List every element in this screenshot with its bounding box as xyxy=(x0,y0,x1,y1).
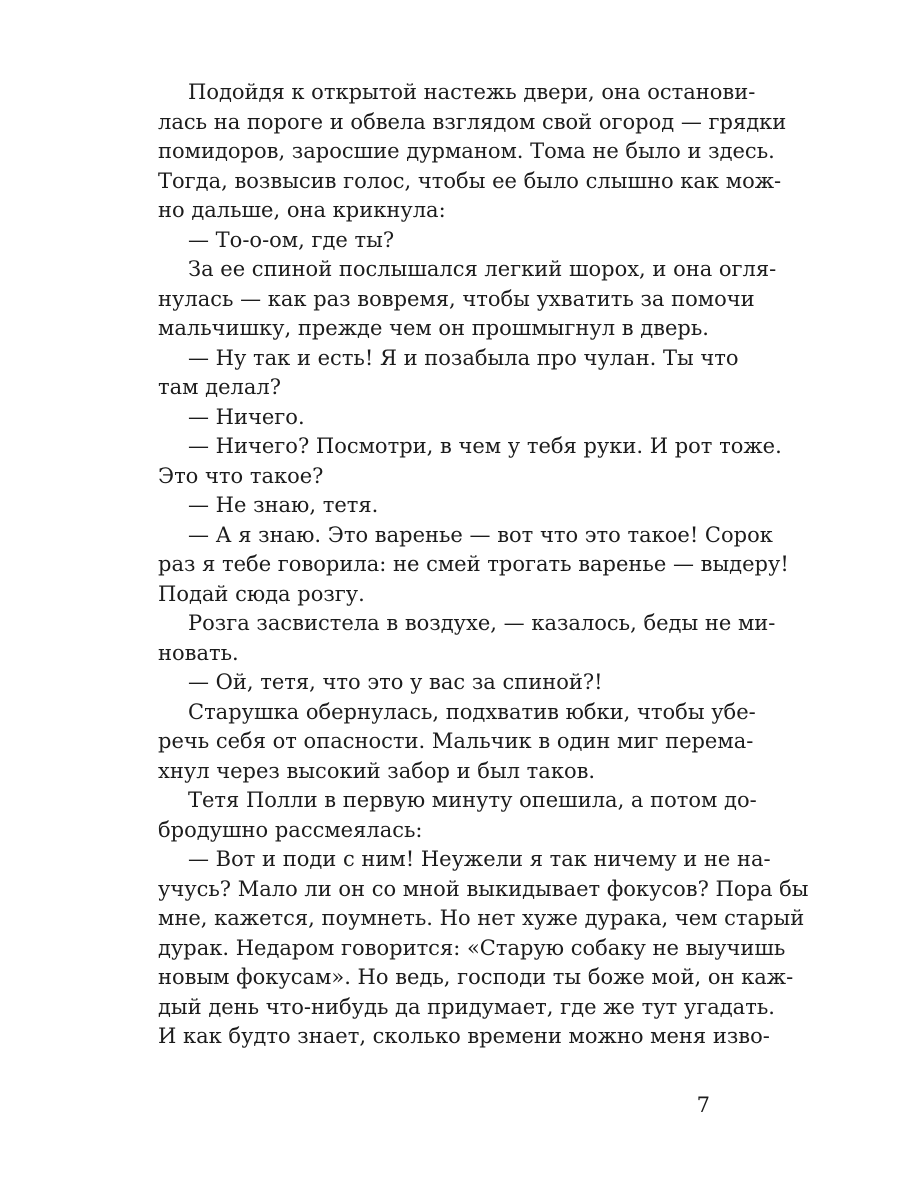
text-line: Розга засвистела в воздухе, — казалось, беды не ми- xyxy=(188,611,776,635)
text-line: новать. xyxy=(158,640,239,665)
text-line: И как будто знает, сколько времени можно меня изво- xyxy=(158,1024,770,1048)
text-line: там делал? xyxy=(158,375,281,399)
text-line: Подойдя к открытой настежь двери, она останови- xyxy=(188,80,756,104)
text-line: Подай сюда розгу. xyxy=(158,581,365,606)
text-line: — То-о-ом, где ты? xyxy=(188,227,395,252)
text-line: Тетя Полли в первую минуту опешила, а потом до- xyxy=(188,788,757,812)
text-line: новым фокусам». Но ведь, господи ты боже мой, он каж- xyxy=(158,965,794,989)
text-line: За ее спиной послышался легкий шорох, и она огля- xyxy=(188,257,777,281)
text-line: учусь? Мало ли он со мной выкидывает фокусов? Пора бы xyxy=(158,876,809,901)
page-text xyxy=(158,78,809,1052)
text-line: но дальше, она крикнула: xyxy=(158,198,446,222)
text-line: Старушка обернулась, подхватив юбки, чтобы убе- xyxy=(188,699,756,724)
text-line: — Ничего. xyxy=(188,404,305,429)
text-line: Это что такое? xyxy=(158,463,324,488)
text-line: помидоров, заросшие дурманом. Тома не было и здесь. xyxy=(158,139,775,163)
page-number: 7 xyxy=(696,1093,710,1117)
text-line: — Ой, тетя, что это у вас за спиной?! xyxy=(188,670,603,694)
text-line: дый день что-нибудь да придумает, где же тут угадать. xyxy=(158,994,775,1019)
text-line: дурак. Недаром говорится: «Старую собаку не выучишь xyxy=(158,935,786,960)
text-line: — Ничего? Посмотри, в чем у тебя руки. И рот тоже. xyxy=(188,434,782,458)
text-line: мне, кажется, поумнеть. Но нет хуже дурака, чем старый xyxy=(158,906,805,930)
text-line: хнул через высокий забор и был таков. xyxy=(158,758,596,783)
text-line: речь себя от опасности. Мальчик в один миг перема- xyxy=(158,729,754,753)
text-line: — Ну так и есть! Я и позабыла про чулан. Ты что xyxy=(188,345,739,370)
text-line: — А я знаю. Это варенье — вот что это такое! Сорок xyxy=(188,522,773,547)
text-line: нулась — как раз вовремя, чтобы ухватить за помочи xyxy=(158,286,755,311)
text-line: лась на пороге и обвела взглядом свой огород — грядки xyxy=(158,109,787,134)
text-line: бродушно рассмеялась: xyxy=(158,817,423,842)
text-line: Тогда, возвысив голос, чтобы ее было слышно как мож- xyxy=(158,168,782,193)
text-line: — Не знаю, тетя. xyxy=(188,493,379,517)
text-line: раз я тебе говорила: не смей трогать варенье — выдеру! xyxy=(158,552,789,576)
text-line: — Вот и поди с ним! Неужели я так ничему и не на- xyxy=(188,847,771,871)
text-line: мальчишку, прежде чем он прошмыгнул в дверь. xyxy=(158,316,709,340)
